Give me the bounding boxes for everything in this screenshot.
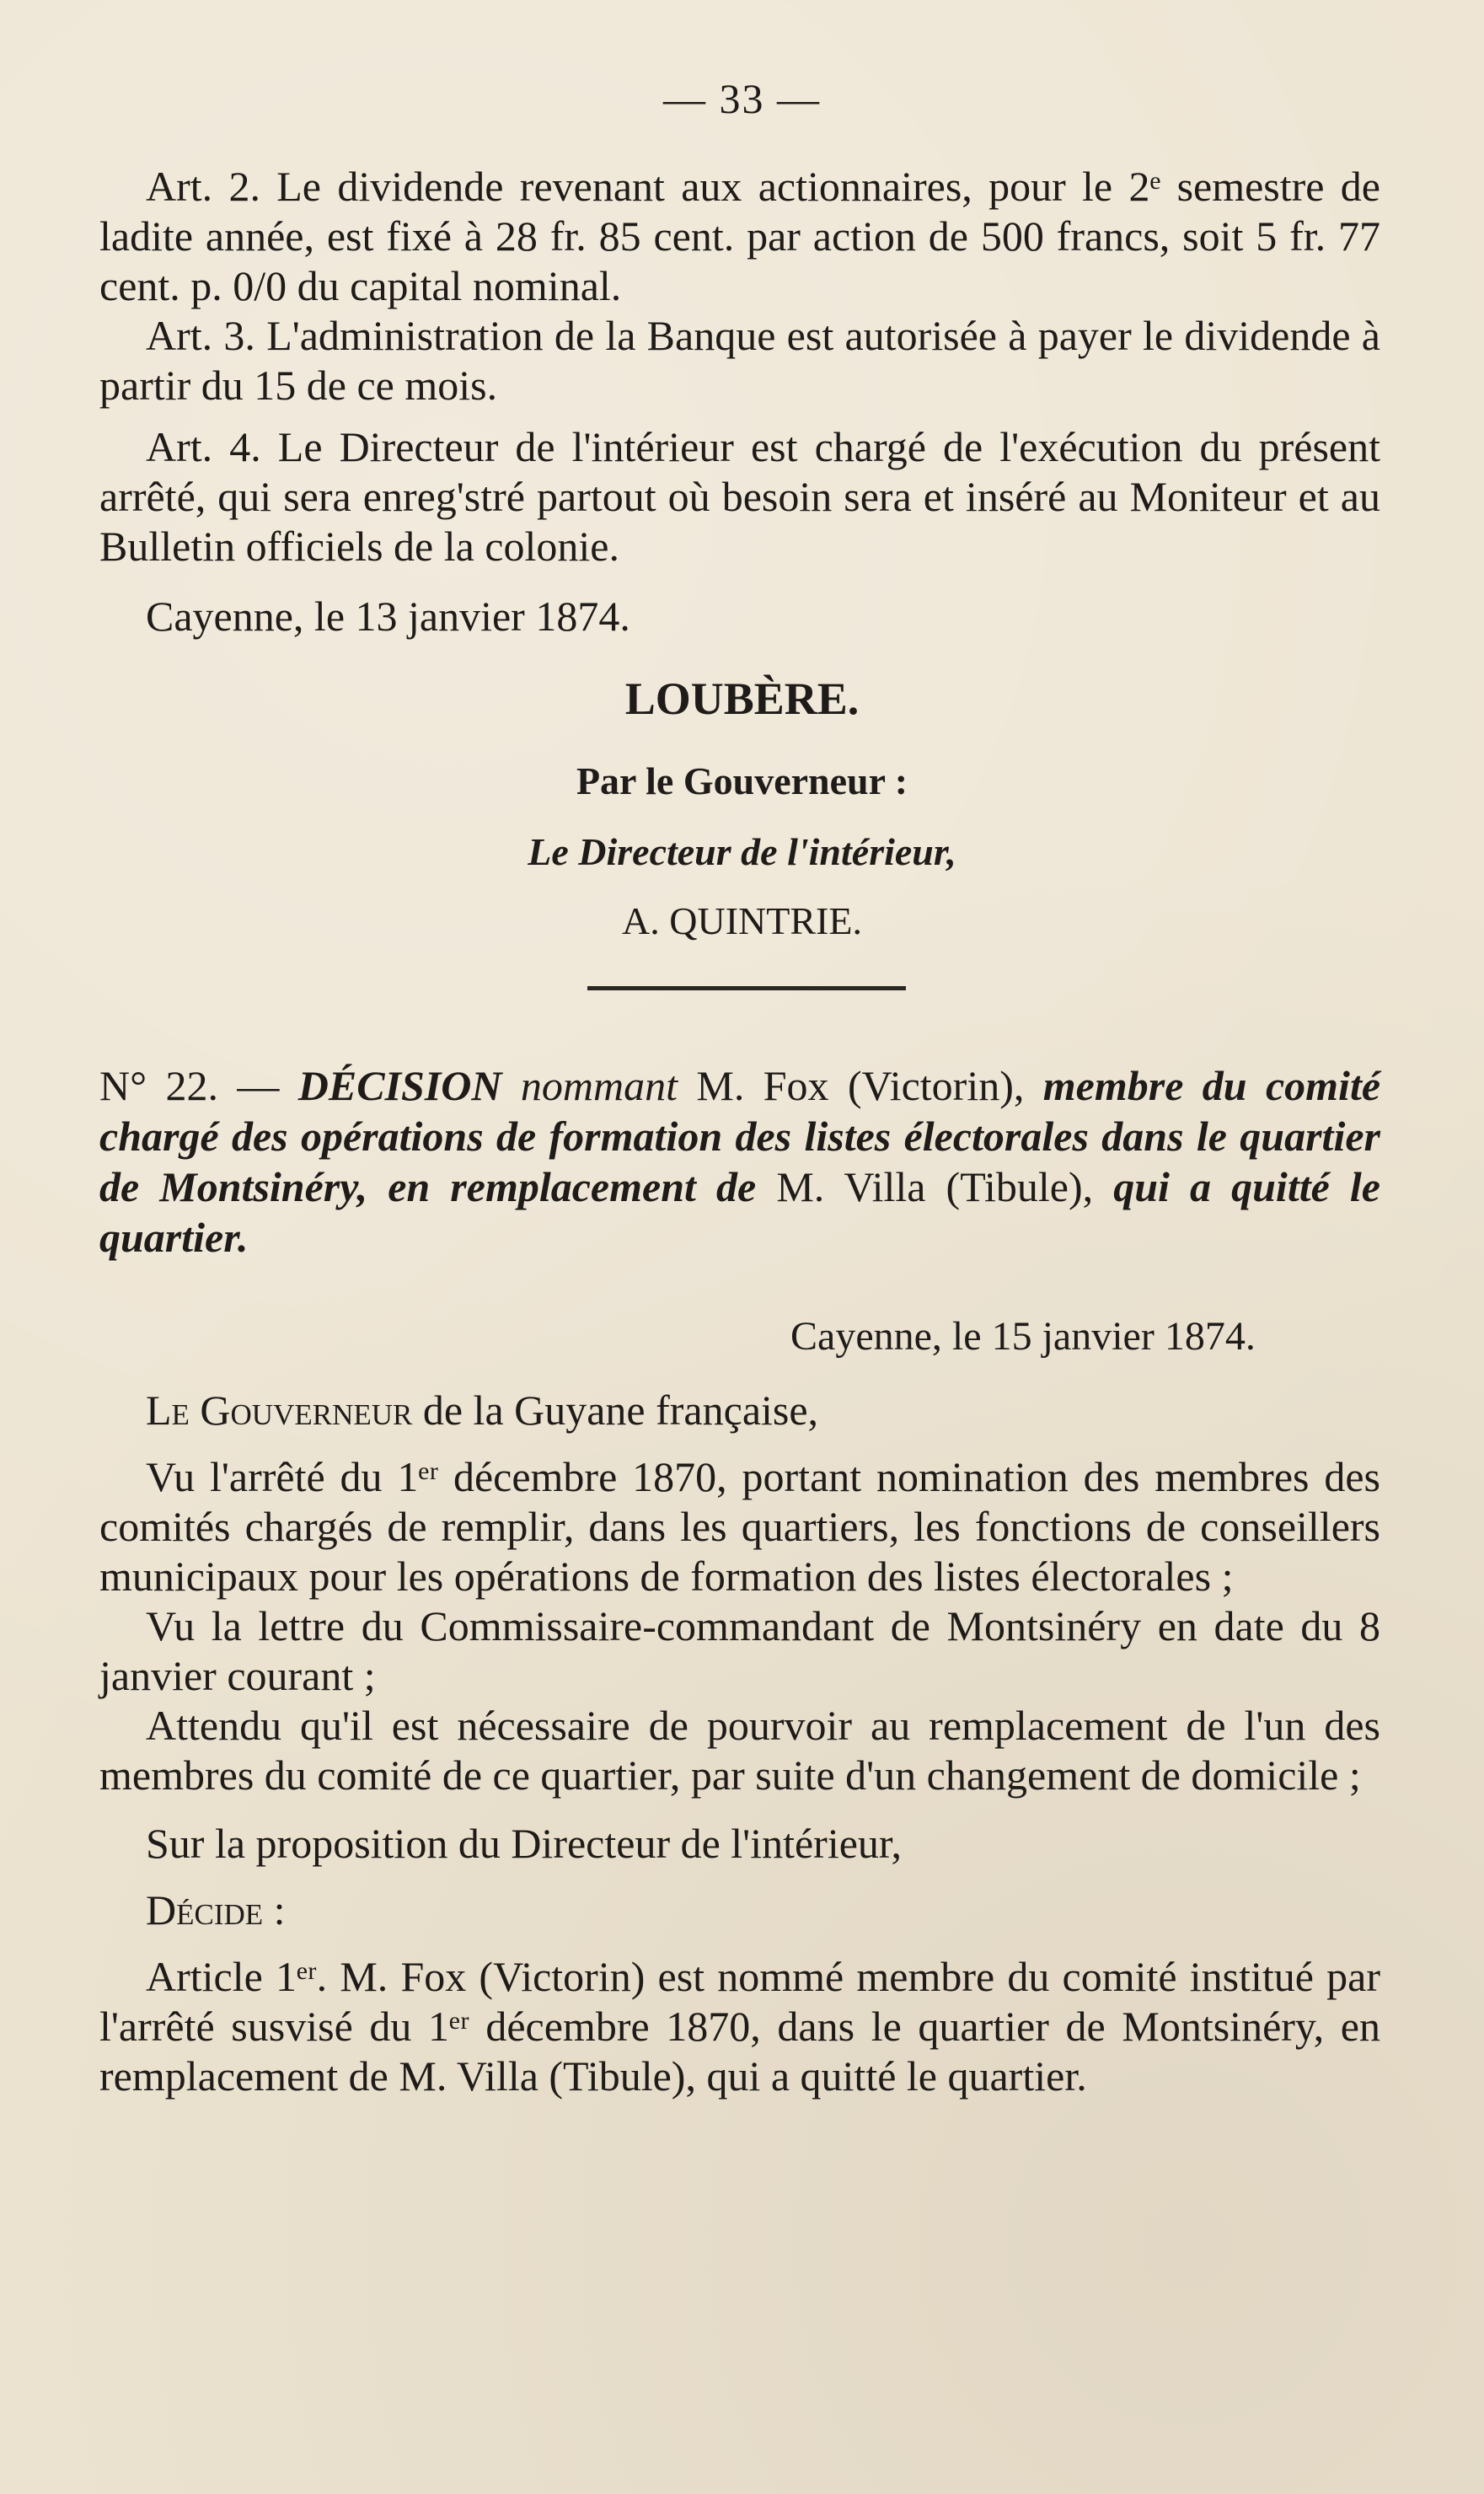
governor-line <box>99 1386 1380 1435</box>
decision-end: qui a quitté le quartier. <box>99 1163 1380 1261</box>
article-1: Article 1ᵉʳ. M. Fox (Victorin) est nommé membre du comité institué par l'arrêté susvisé du 1ᵉʳ décembre 1870, dans le quartier de Montsinéry, en remplacement de M. Villa (Tibule), qui a quitté le quartier. <box>99 1953 1380 2100</box>
decision-person-2: M. Villa (Tibule), <box>776 1163 1094 1210</box>
by-governor: Par le Gouverneur : <box>576 759 908 802</box>
place-date-1: Cayenne, le 13 janvier 1874. <box>146 593 630 640</box>
decision-nommant: nommant <box>520 1062 678 1109</box>
decision-number: N° 22. — <box>99 1062 280 1109</box>
article-2: Art. 2. Le dividende revenant aux actionnaires, pour le 2ᵉ semestre de ladite année, est fixé à 28 fr. 85 cent. par action de 500 francs, soit 5 fr. 77 cent. p. 0/0 du capital nominal. <box>99 163 1380 309</box>
section-divider <box>587 986 906 990</box>
articles-block <box>99 162 1380 641</box>
page-number: — 33 — <box>663 75 821 122</box>
decision-heading <box>99 1060 1380 1263</box>
article-3: Art. 3. L'administration de la Banque est autorisée à payer le dividende à partir du 15 de ce mois. <box>99 312 1380 409</box>
director-name: A. QUINTRIE. <box>622 899 862 942</box>
decision-rest: membre du comité chargé des opérations de formation des listes électorales dans le quartier de Montsinéry, en remplacement de <box>99 1062 1381 1210</box>
governor-prefix: Le Gouverneur <box>146 1386 413 1434</box>
consideration-2: Vu la lettre du Commissaire-commandant de Montsinéry en date du 8 janvier courant ; <box>99 1602 1380 1699</box>
signature-name: LOUBÈRE. <box>624 673 860 724</box>
consideration-1: Vu l'arrêté du 1ᵉʳ décembre 1870, portant nomination des membres des comités chargés de remplir, dans les quartiers, les fonctions de conseillers municipaux pour les opérations de formation des listes électorales ; <box>99 1453 1380 1600</box>
decision-keyword: DÉCISION <box>297 1062 502 1109</box>
place-date-2: Cayenne, le 15 janvier 1874. <box>790 1314 1256 1359</box>
decision-body <box>99 1386 1380 2101</box>
consideration-3: Attendu qu'il est nécessaire de pourvoir au remplacement de l'un des membres du comité de ce quartier, par suite d'un changement de domicile ; <box>99 1702 1380 1799</box>
proposal: Sur la proposition du Directeur de l'intérieur, <box>146 1820 903 1867</box>
director-title: Le Directeur de l'intérieur, <box>528 830 956 873</box>
decision-person: M. Fox (Victorin), <box>696 1062 1025 1109</box>
article-4: Art. 4. Le Directeur de l'intérieur est chargé de l'exécution du présent arrêté, qui sera enreg'stré partout où besoin sera et inséré au Moniteur et au Bulletin officiels de la colonie. <box>99 423 1380 570</box>
decides: Décide : <box>146 1886 286 1934</box>
governor-suffix: de la Guyane française, <box>422 1386 819 1434</box>
